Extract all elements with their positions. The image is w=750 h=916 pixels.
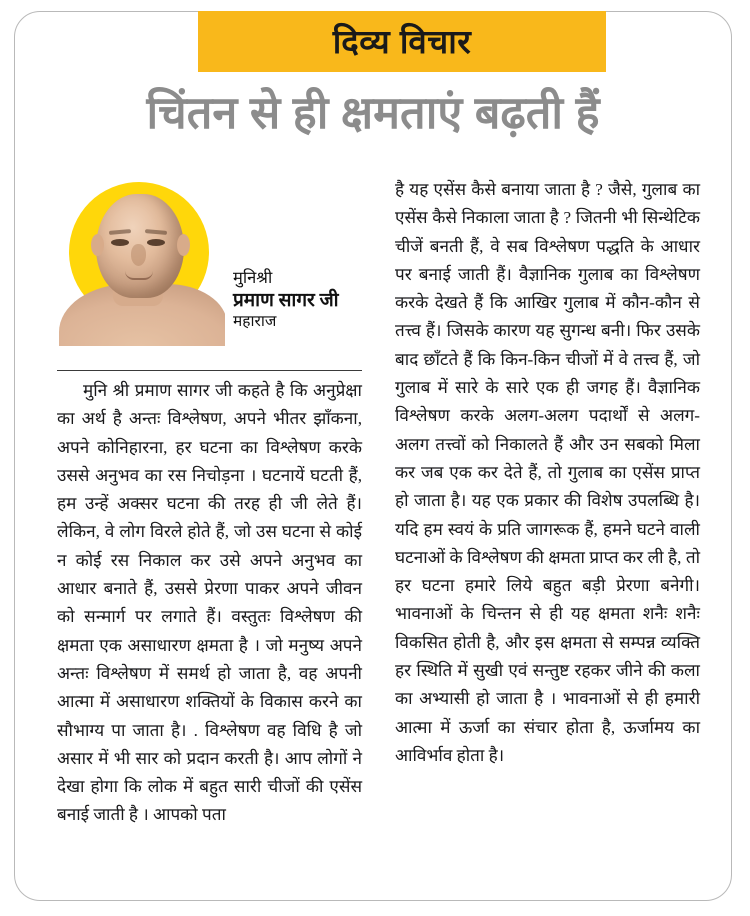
masthead-banner [198,11,606,72]
portrait-eye-right [147,239,165,246]
portrait-nose [131,244,146,266]
portrait-block [57,176,362,364]
author-caption [233,268,363,332]
article-paragraph-right: है यह एसेंस कैसे बनाया जाता है ? जैसे, गुलाब का एसेंस कैसे निकाला जाता है ? जितनी भी सिन्थेटिक चीजें बनती हैं, वे सब विश्लेषण पद्धति के आधार पर बनाई जाती हैं। वैज्ञानिक गुलाब का विश्लेषण करके देखते हैं कि आखिर गुलाब में कौन-कौन से तत्त्व हैं। जिसके कारण यह सुगन्ध बनी। फिर उसके बाद छाँटते हैं कि किन-किन चीजों में वे तत्त्व हैं, जो गुलाब में सारे के सारे एक ही जगह हैं। वैज्ञानिक विश्लेषण करके अलग-अलग पदार्थों से अलग-अलग तत्त्वों को निकालते हैं और उन सबको मिला कर जब एक कर देते हैं, तो गुलाब का एसेंस प्राप्त हो जाता है। यह एक प्रकार की विशेष उपलब्धि है। यदि हम स्वयं के प्रति जागरूक हैं, हमने घटने वाली घटनाओं के विश्लेषण की क्षमता प्राप्त कर ली है, तो हर घटना हमारे लिये बहुत बड़ी प्रेरणा बनेगी। भावनाओं के चिन्तन से ही यह क्षमता शनैः शनैः विकसित होती है, और इस क्षमता से सम्पन्न व्यक्ति हर स्थिति में सुखी एवं सन्तुष्ट रहकर जीने की कला का अभ्यासी हो जाता है । भावनाओं से ही हमारी आत्मा में ऊर्जा का संचार होता है, ऊर्जामय का आविर्भाव होता है। [395,180,700,765]
article-paragraph-left: मुनि श्री प्रमाण सागर जी कहते है कि अनुप्रेक्षा का अर्थ है अन्तः विश्लेषण, अपने भीतर झाँकना, अपने कोनिहारना, हर घटना का विश्लेषण करके उससे अनुभव का रस निचोड़ना । घटनायें घटती हैं, हम उन्हें अक्सर घटना की तरह ही जी लेते हैं। लेकिन, वे लोग विरले होते हैं, जो उस घटना से कोई न कोई रस निकाल कर उसे अपने अनुभव का आधार बनाते हैं, उससे प्रेरणा पाकर अपने जीवन को सन्मार्ग पर लगाते हैं। वस्तुतः विश्लेषण की क्षमता एक असाधारण क्षमता है । जो मनुष्य अपने अन्तः विश्लेषण में समर्थ हो जाता है, वह अपनी आत्मा में असाधारण शक्तियों के विकास करने का सौभाग्य पा जाता है। . विश्लेषण वह विधि है जो असार में भी सार को प्रदान करती है। आप लोगों ने देखा होगा कि लोक में बहुत सारी चीजों की एसेंस बनाई जाती है । आपको पता [57,381,362,825]
author-caption-name: प्रमाण सागर जी [233,289,339,311]
author-caption-suffix: महाराज [233,313,277,331]
article-body-columns [14,176,732,901]
portrait-eye-left [111,239,129,246]
portrait-ear-right [177,234,190,256]
caption-divider-rule [57,370,362,371]
masthead-title: दिव्य विचार [332,23,472,60]
article-headline: चिंतन से ही क्षमताएं बढ़ती हैं [146,87,600,138]
article-column-right [395,176,700,770]
author-caption-prefix: मुनिश्री [233,268,273,287]
article-column-left [57,176,362,830]
portrait-ear-left [91,234,104,256]
author-portrait-photo [57,176,225,346]
